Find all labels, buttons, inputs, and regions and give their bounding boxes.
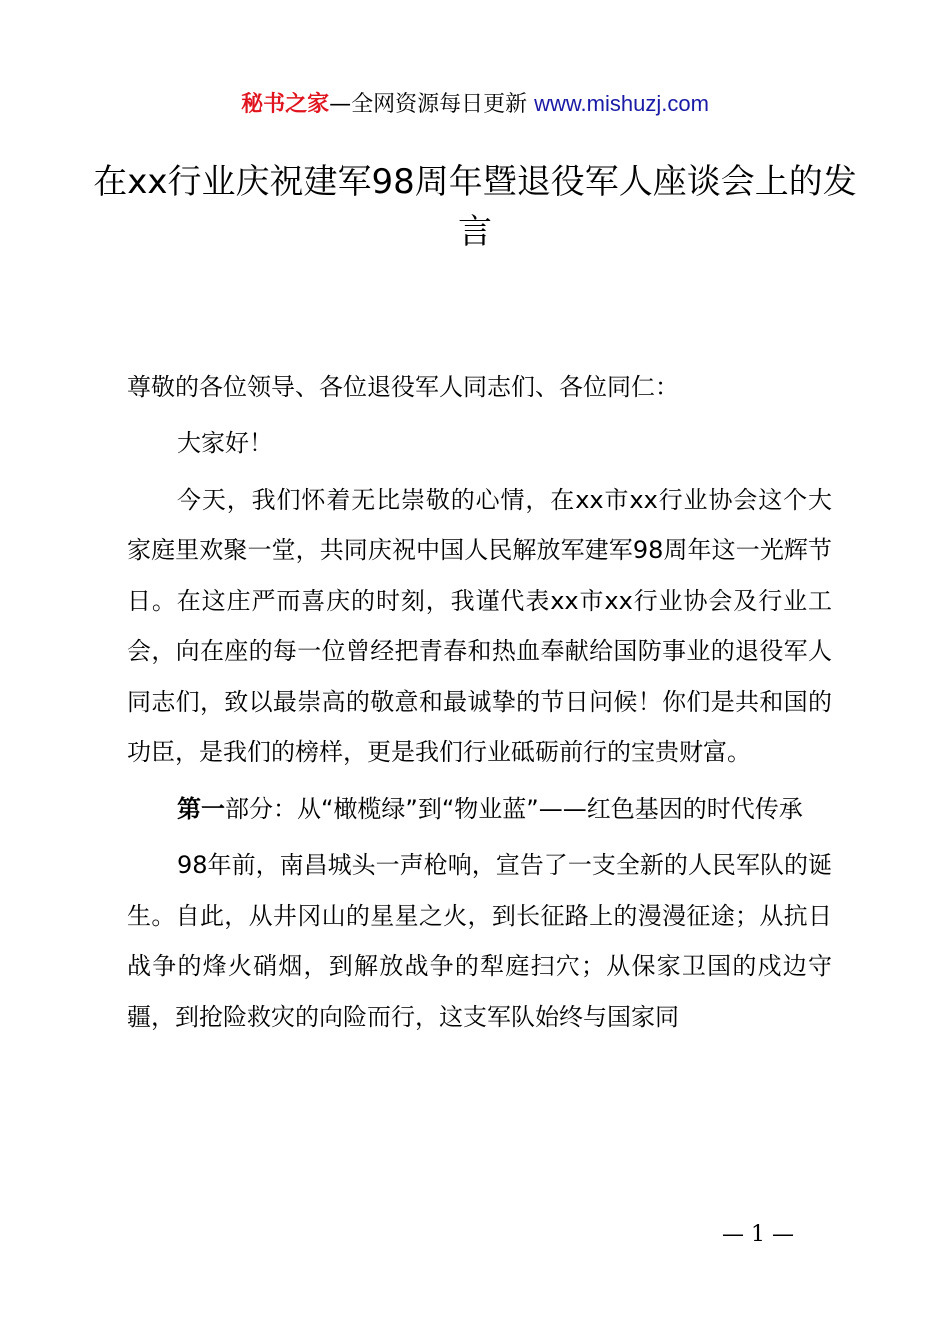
page-number: — 1 — xyxy=(722,1222,794,1247)
section-heading-text: 部分：从“橄榄绿”到“物业蓝”——红色基因的时代传承 xyxy=(225,794,803,823)
header-tagline: —全网资源每日更新 xyxy=(329,92,535,117)
document-body-main xyxy=(127,418,832,1042)
section-heading-1 xyxy=(127,784,832,835)
document-title: 在xx行业庆祝建军98周年暨退役军人座谈会上的发言 xyxy=(93,162,857,252)
section-heading-bold: 第一 xyxy=(177,794,225,823)
greeting: 大家好！ xyxy=(177,429,273,457)
site-header xyxy=(0,88,950,121)
site-url[interactable]: www.mishuzj.com xyxy=(534,91,709,116)
salutation: 尊敬的各位领导、各位退役军人同志们、各位同仁： xyxy=(127,373,679,401)
paragraph-1: 今天，我们怀着无比崇敬的心情，在xx市xx行业协会这个大家庭里欢聚一堂，共同庆祝中国人民解放军建军98周年这一光辉节日。在这庄严而喜庆的时刻，我谨代表xx市xx行业协会及行业工会，向在座的每一位曾经把青春和热血奉献给国防事业的退役军人同志们，致以最崇高的敬意和最诚挚的节日问候！你们是共和国的功臣，是我们的榜样，更是我们行业砥砺前行的宝贵财富。 xyxy=(127,485,832,766)
document-body xyxy=(127,362,832,413)
paragraph-2: 98年前，南昌城头一声枪响，宣告了一支全新的人民军队的诞生。自此，从井冈山的星星之火，到长征路上的漫漫征途；从抗日战争的烽火硝烟，到解放战争的犁庭扫穴；从保家卫国的戍边守疆，到抢险救灾的向险而行，这支军队始终与国家同 xyxy=(127,851,832,1031)
brand-name: 秘书之家 xyxy=(241,92,330,117)
